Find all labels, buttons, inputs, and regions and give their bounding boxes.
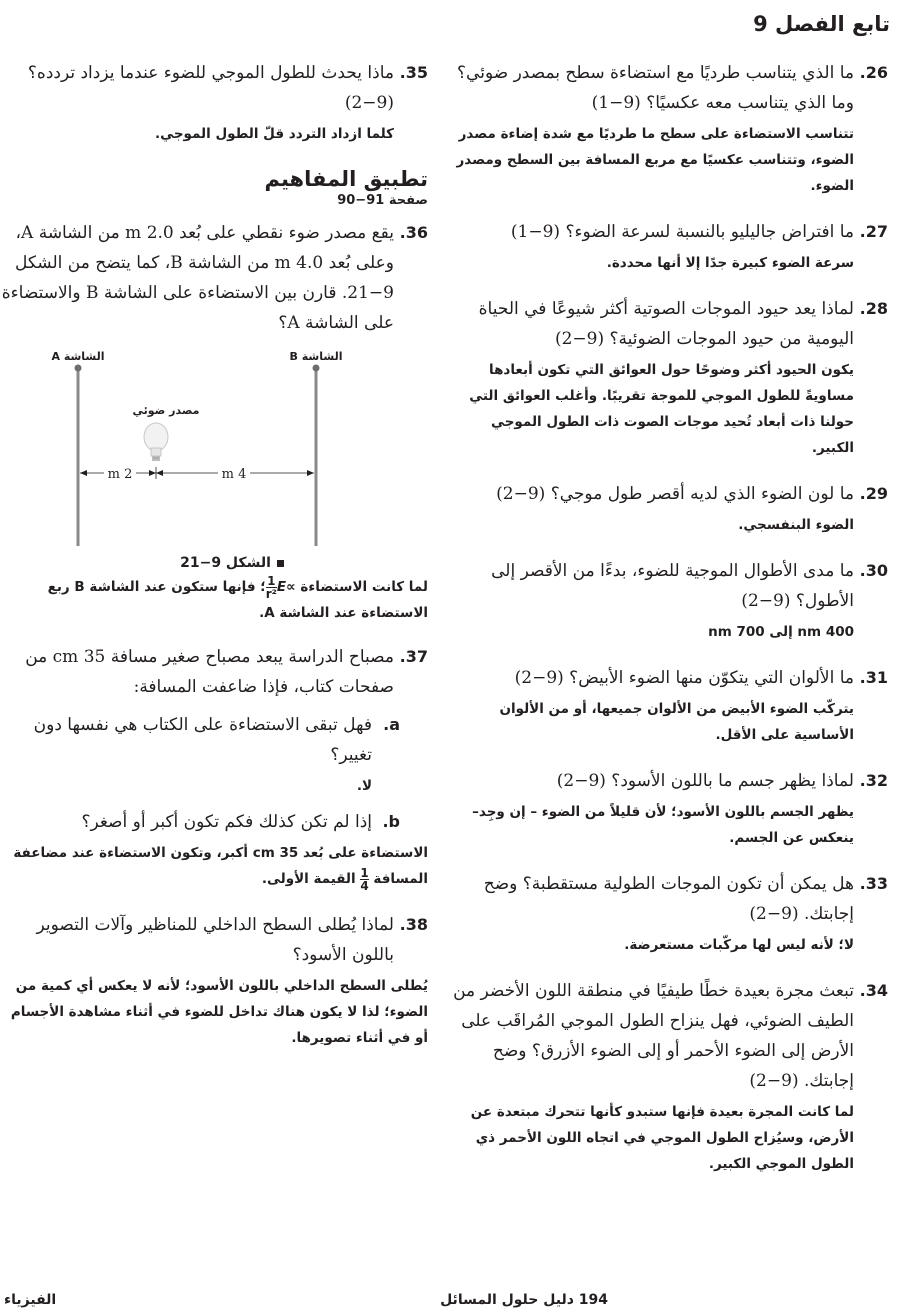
question-26 [448,58,888,199]
section-title: تطبيق المفاهيم [264,167,428,191]
light-bulb-icon [144,423,168,461]
question-number: 36. [399,223,428,242]
answer-text: الضوء البنفسجي. [738,517,854,533]
arrow-right [307,470,314,476]
question-text: ما افتراض جاليليو بالنسبة لسرعة الضوء؟ (9−1) [510,222,854,242]
proportional-formula: E∝ [276,579,296,595]
question-text: تبعث مجرة بعيدة خطًا طيفيًا في منطقة اللون الأخضر من الطيف الضوئي، فهل ينزاح الطول الموجي المُراقَب على الأرض إلى الضوء الأحمر أو إلى الضوء الأزرق؟ وضح إجابتك. (9−2) [453,981,854,1091]
fraction [266,575,277,600]
question-number: 37. [399,647,428,666]
question-text: ما الألوان التي يتكوّن منها الضوء الأبيض؟ (9−2) [514,668,854,688]
question-number: 28. [859,299,888,318]
question-letter: a. [383,715,400,734]
answer-text: لا. [356,778,372,794]
footer-subject: الفيزياء [4,1292,57,1308]
question-letter: b. [382,812,400,831]
answer-text: لا؛ لأنه ليس لها مركّبات مستعرضة. [624,937,854,953]
answer-text: يكون الحيود أكثر وضوحًا حول العوائق التي تكون أبعادها مساويةً للطول الموجي للموجة تقريبًا. وأغلب العوائق التي حولنا ذات أبعاد تُحيد موجات الصوت ذات الطول الموجي الكبير. [469,362,854,456]
answer-text: الاستضاءة على بُعد 35 cm أكبر، وتكون الاستضاءة عند مضاعفة المسافة [13,845,428,887]
fraction-denominator: r² [265,586,277,601]
question-37 [0,642,428,702]
question-number: 27. [859,222,888,241]
answer-text: لما كانت المجرة بعيدة فإنها ستبدو كأنها تتحرك مبتعدة عن الأرض، وسيُزاح الطول الموجي في اتجاه اللون الأحمر ذي الطول الموجي الكبير. [470,1104,854,1172]
distance-label-2m: 2 m [107,467,133,482]
figure-21-9 [0,346,428,551]
arrow-mid-left [149,470,156,476]
chapter-heading: تابع الفصل 9 [753,12,890,36]
question-28 [448,294,888,461]
question-number: 26. [859,63,888,82]
question-text: ما مدى الأطوال الموجية للضوء، بدءًا من الأقصر إلى الأطول؟ (9−2) [491,561,854,611]
question-29 [448,479,888,538]
question-36 [0,218,428,338]
question-number: 29. [859,484,888,503]
question-text: إذا لم تكن كذلك فكم تكون أكبر أو أصغر؟ [81,812,372,832]
question-text: ما لون الضوء الذي لديه أقصر طول موجي؟ (9−2) [496,484,854,504]
right-column [448,58,888,1195]
question-35 [0,58,428,147]
fraction-numerator: 1 [267,573,276,588]
distance-label-4m: 4 m [221,467,247,482]
arrow-mid-right [156,470,163,476]
answer-text: يُطلى السطح الداخلي باللون الأسود؛ لأنه لا يعكس أي كمية من الضوء؛ لذا لا يكون هناك تداخل للضوء في أثناء مشاهدة الأجسام أو في أثناء تصويرها. [10,978,428,1046]
question-text: مصباح الدراسة يبعد مصباح صغير مسافة 35 cm من صفحات كتاب، فإذا ضاعفت المسافة: [25,647,394,697]
question-31 [448,663,888,748]
fraction-numerator: 1 [360,865,369,880]
question-text: يقع مصدر ضوء نقطي على بُعد 2.0 m من الشاشة A، وعلى بُعد 4.0 m من الشاشة B، كما يتضح من الشكل 9−21. قارن بين الاستضاءة على الشاشة B والاستضاءة على الشاشة A؟ [1,223,394,333]
screen-b-top [313,365,320,372]
question-34 [448,976,888,1177]
question-text: هل يمكن أن تكون الموجات الطولية مستقطبة؟ وضح إجابتك. (9−2) [483,874,854,924]
answer-text: تتناسب الاستضاءة على سطح ما طرديًا مع شدة إضاءة مصدر الضوء، وتتناسب عكسيًا مع مربع المسافة بين السطح ومصدر الضوء. [456,126,854,194]
answer-text: كلما ازداد التردد قلّ الطول الموجي. [155,126,394,142]
answer-36 [0,574,428,626]
figure-caption [0,555,428,571]
source-label: مصدر ضوئي [132,404,200,417]
question-38 [0,910,428,1051]
answer-37b [0,840,428,892]
answer-text: سرعة الضوء كبيرة جدًا إلا أنها محددة. [606,255,854,271]
footer-page-label: 194 دليل حلول المسائل [440,1292,608,1308]
answer-text-end: القيمة الأولى. [261,871,356,887]
answer-text-end: ؛ فإنها ستكون عند الشاشة B ربع الاستضاءة عند الشاشة A. [47,579,428,621]
question-number: 38. [399,915,428,934]
screens-diagram [0,346,428,551]
question-number: 30. [859,561,888,580]
answer-text: 400 nm إلى 700 nm [708,624,854,640]
fraction-denominator: 4 [360,878,369,893]
question-number: 33. [859,874,888,893]
caption-marker-icon [277,560,284,567]
question-text: فهل تبقى الاستضاءة على الكتاب هي نفسها دون تغيير؟ [33,715,372,765]
answer-text: لما كانت الاستضاءة [300,579,428,595]
question-32 [448,766,888,851]
question-number: 31. [859,668,888,687]
question-text: ماذا يحدث للطول الموجي للضوء عندما يزداد تردده؟ (9−2) [27,63,394,113]
question-text: لماذا يُطلى السطح الداخلي للمناظير وآلات التصوير باللون الأسود؟ [36,915,394,965]
question-text: لماذا يعد حيود الموجات الصوتية أكثر شيوعًا في الحياة اليومية من حيود الموجات الضوئية؟ (9−2) [478,299,854,349]
screen-b-label: الشاشة B [289,350,343,363]
question-text: ما الذي يتناسب طرديًا مع استضاءة سطح بمصدر ضوئي؟ وما الذي يتناسب معه عكسيًا؟ (9−1) [457,63,854,113]
question-number: 32. [859,771,888,790]
question-number: 34. [859,981,888,1000]
question-number: 35. [399,63,428,82]
screen-a-top [75,365,82,372]
question-37b [0,807,428,892]
screen-a-label: الشاشة A [51,350,105,363]
answer-text: يظهر الجسم باللون الأسود؛ لأن قليلاً من الضوء – إن وجِد– ينعكس عن الجسم. [472,804,854,846]
question-30 [448,556,888,645]
section-pages: صفحة 91−90 [337,193,428,208]
question-27 [448,217,888,276]
question-37a [0,710,428,799]
question-33 [448,869,888,958]
answer-text: يتركّب الضوء الأبيض من الألوان جميعها، أو من الألوان الأساسية على الأقل. [499,701,854,743]
caption-text: الشكل 9−21 [180,555,271,571]
fraction [360,867,368,892]
question-text: لماذا يظهر جسم ما باللون الأسود؟ (9−2) [556,771,854,791]
left-column [0,58,428,1069]
arrow-left [80,470,87,476]
